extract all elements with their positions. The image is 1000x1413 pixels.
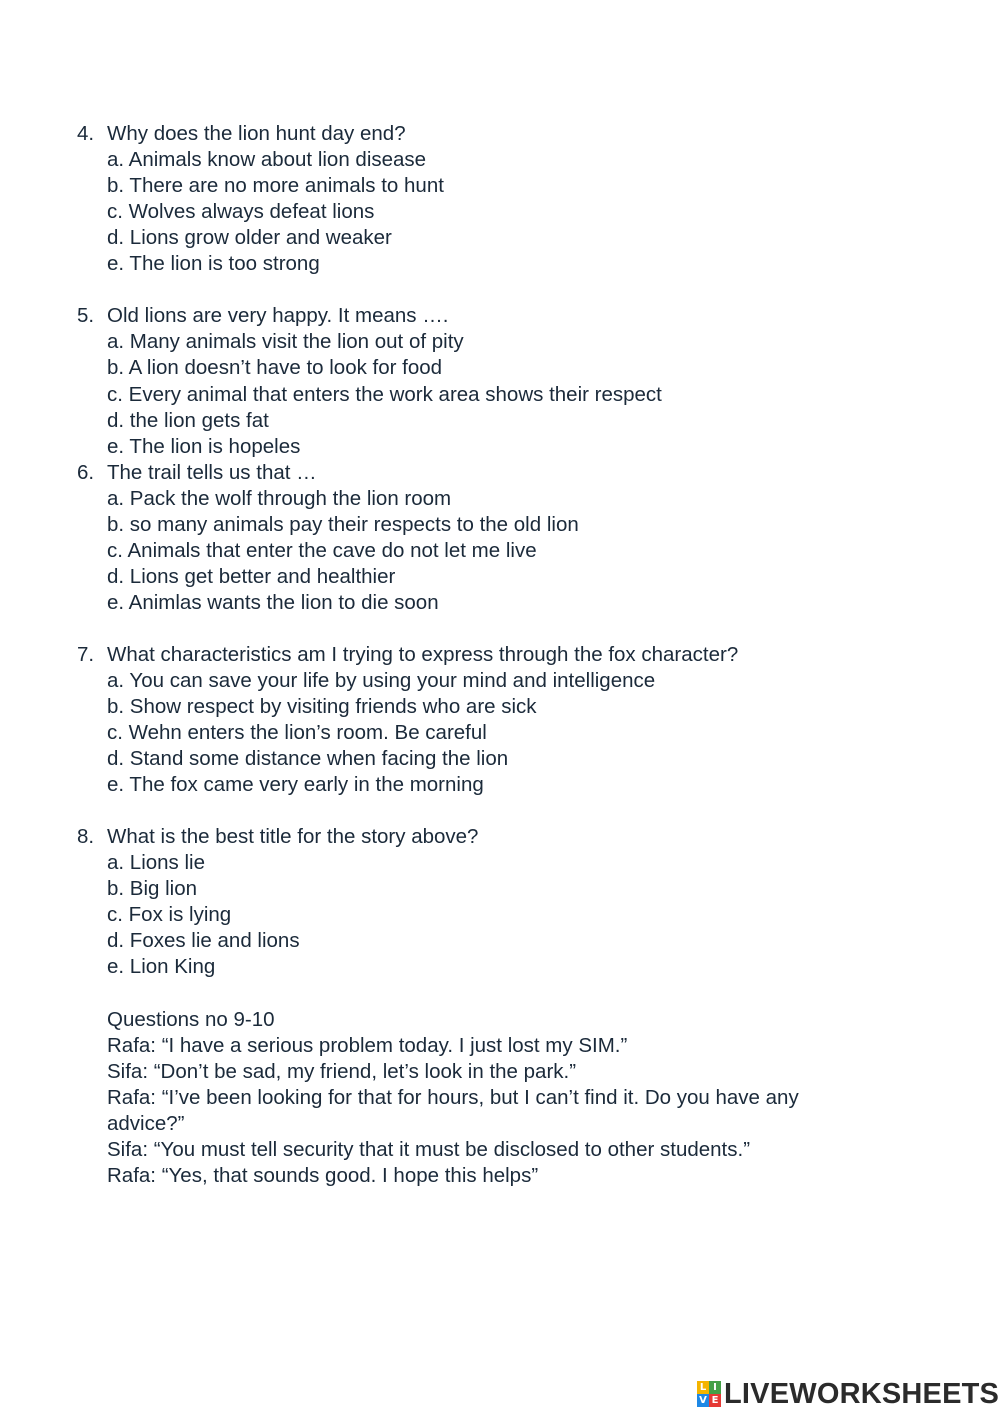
question-5-option-e[interactable]: e. The lion is hopeles [107,435,301,458]
question-4-option-b[interactable]: b. There are no more animals to hunt [107,174,444,197]
question-7-option-b[interactable]: b. Show respect by visiting friends who are sick [107,695,537,718]
dialogue-line: Rafa: “Yes, that sounds good. I hope this helps” [107,1164,539,1187]
question-5-option-b[interactable]: b. A lion doesn’t have to look for food [107,356,443,379]
question-8-option-d[interactable]: d. Foxes lie and lions [107,929,300,952]
question-5-option-a[interactable]: a. Many animals visit the lion out of pity [107,330,464,353]
dialogue-line: Rafa: “I’ve been looking for that for hours, but I can’t find it. Do you have any [107,1086,799,1109]
question-7-option-e[interactable]: e. The fox came very early in the morning [107,773,484,796]
question-6-option-e[interactable]: e. Animlas wants the lion to die soon [107,591,439,614]
question-4-option-c[interactable]: c. Wolves always defeat lions [107,200,375,223]
logo-badge-letter: V [697,1394,709,1407]
liveworksheets-logo [697,1378,999,1410]
question-7-option-d[interactable]: d. Stand some distance when facing the lion [107,747,509,770]
question-4-option-e[interactable]: e. The lion is too strong [107,252,320,275]
question-8-number: 8. [77,825,95,848]
question-5-text: Old lions are very happy. It means …. [107,304,449,327]
question-5-number: 5. [77,304,95,327]
dialogue-line: Sifa: “You must tell security that it must be disclosed to other students.” [107,1138,751,1161]
question-4-option-d[interactable]: d. Lions grow older and weaker [107,226,392,249]
question-8-text: What is the best title for the story above? [107,825,479,848]
dialogue-heading: Questions no 9-10 [107,1008,275,1031]
logo-text: LIVEWORKSHEETS [724,1378,1000,1410]
logo-badge-icon [697,1381,721,1407]
logo-badge-letter: L [697,1381,709,1394]
question-7-option-a[interactable]: a. You can save your life by using your mind and intelligence [107,669,656,692]
question-6-text: The trail tells us that … [107,461,317,484]
question-8-option-c[interactable]: c. Fox is lying [107,903,232,926]
question-6-option-c[interactable]: c. Animals that enter the cave do not let me live [107,539,537,562]
question-4-text: Why does the lion hunt day end? [107,122,406,145]
question-6-number: 6. [77,461,95,484]
question-8-option-b[interactable]: b. Big lion [107,877,198,900]
question-8-option-e[interactable]: e. Lion King [107,955,216,978]
logo-badge-letter: I [709,1381,721,1394]
question-7-number: 7. [77,643,95,666]
logo-badge-letter: E [709,1394,721,1407]
question-4-option-a[interactable]: a. Animals know about lion disease [107,148,427,171]
dialogue-line: Sifa: “Don’t be sad, my friend, let’s look in the park.” [107,1060,577,1083]
question-6-option-d[interactable]: d. Lions get better and healthier [107,565,396,588]
question-6-option-b[interactable]: b. so many animals pay their respects to the old lion [107,513,579,536]
question-7-text: What characteristics am I trying to express through the fox character? [107,643,739,666]
question-6-option-a[interactable]: a. Pack the wolf through the lion room [107,487,452,510]
dialogue-line: advice?” [107,1112,185,1135]
dialogue-line: Rafa: “I have a serious problem today. I just lost my SIM.” [107,1034,628,1057]
question-5-option-c[interactable]: c. Every animal that enters the work area shows their respect [107,383,662,406]
question-8-option-a[interactable]: a. Lions lie [107,851,206,874]
question-5-option-d[interactable]: d. the lion gets fat [107,409,269,432]
question-7-option-c[interactable]: c. Wehn enters the lion’s room. Be careful [107,721,487,744]
question-4-number: 4. [77,122,95,145]
